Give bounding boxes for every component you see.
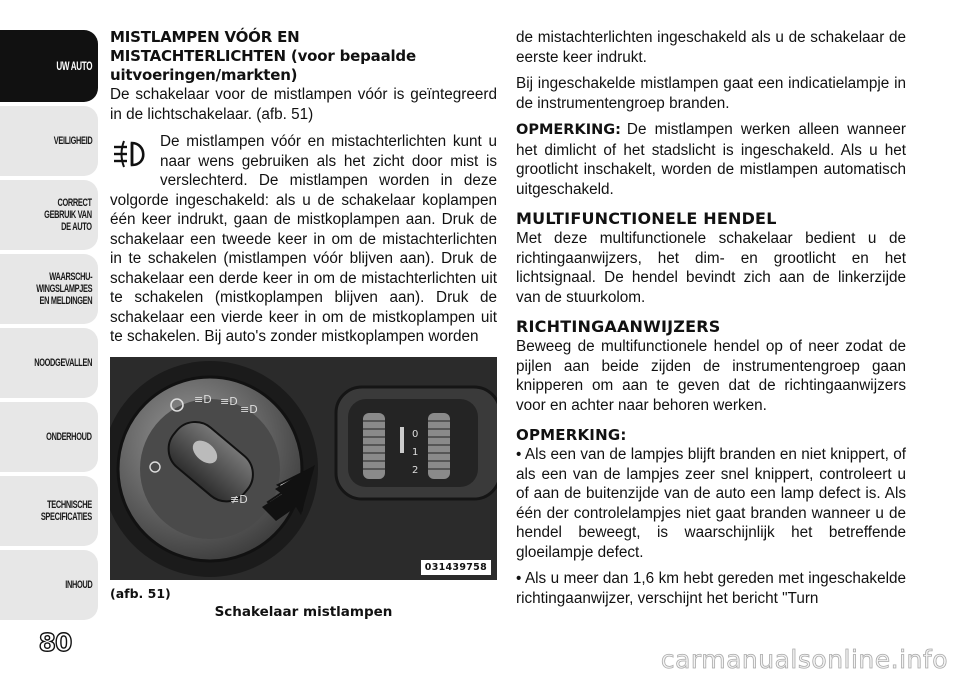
- note-heading: OPMERKING:: [516, 426, 627, 444]
- note-label: OPMERKING:: [516, 122, 621, 138]
- figure-code: 031439758: [421, 560, 491, 575]
- paragraph: Met deze multifunctionele schakelaar bedient u de richtingaanwijzers, het dim- en grootlicht en het lichtsignaal. De hendel bevindt zich aan de linkerzijde van de stuurkolom.: [516, 230, 906, 306]
- tab-noodgevallen[interactable]: NOODGEVALLEN: [0, 328, 98, 398]
- dial-symbol: 0: [412, 429, 419, 440]
- fog-paragraph-block: [110, 132, 497, 347]
- tab-waarschuwingslampjes[interactable]: WAARSCHU- WINGSLAMPJES EN MELDINGEN: [0, 254, 98, 324]
- bullet-item: • Als een van de lampjes blijft branden en niet knippert, of als een van de lampjes zeer snel knippert, controleert u of aan de buitenzijde van de auto een lamp defect is. Als één der controlelampjes niet gaat branden wanneer u de hendel beweegt, is waarschijnlijk het betreffende gloeilampje defect.: [516, 446, 906, 561]
- svg-text:≢D: ≢D: [230, 493, 248, 506]
- chapter-sidebar: [0, 0, 100, 678]
- tab-uw-auto[interactable]: UW AUTO: [0, 30, 98, 102]
- tab-veiligheid[interactable]: VEILIGHEID: [0, 106, 98, 176]
- svg-text:≡D: ≡D: [220, 395, 238, 408]
- page-number: 80: [38, 628, 72, 657]
- paragraph: de mistachterlichten ingeschakeld als u de schakelaar de eerste keer indrukt.: [516, 29, 906, 66]
- watermark: carmanualsonline.info: [660, 645, 948, 674]
- tab-inhoud[interactable]: INHOUD: [0, 550, 98, 620]
- svg-text:≡D: ≡D: [240, 403, 258, 416]
- svg-text:≡D: ≡D: [194, 393, 212, 406]
- paragraph: De mistlampen vóór en mistachterlichten kunt u naar wens gebruiken als het zicht door mist is verslechterd. De mistlampen worden in deze volgorde ingeschakeld: als u de schakelaar koplampen één keer indrukt, gaan de mistkoplampen aan. Druk de schakelaar een tweede keer in om de mistachterlichten in te schakelen (mistlampen vóór blijven aan). Druk de schakelaar een derde keer in om de mistachterlichten uit te schakelen (mistkoplampen blijven aan). Druk de schakelaar een vierde keer in om de mistkoplampen uit te schakelen. Bij auto's zonder mistkoplampen worden: [110, 133, 497, 345]
- figure-fog-light-switch: [110, 357, 497, 580]
- switch-illustration: [110, 357, 497, 580]
- section-heading-multifunctionele-hendel: MULTIFUNCTIONELE HENDEL: [516, 209, 777, 228]
- note-paragraph: OPMERKING: De mistlampen werken alleen wanneer het dimlicht of het stadslicht is ingeschakeld. Als u het grootlicht inschakelt, worden de mistlampen automatisch uitgeschakeld.: [516, 121, 906, 198]
- tab-onderhoud[interactable]: ONDERHOUD: [0, 402, 98, 472]
- figure-caption: Schakelaar mistlampen: [214, 604, 393, 620]
- section-heading-mistlampen: MISTLAMPEN VÓÓR EN MISTACHTERLICHTEN (voor bepaalde uitvoeringen/markten): [110, 28, 416, 84]
- fog-light-icon: [106, 135, 154, 173]
- section-heading-richtingaanwijzers: RICHTINGAANWIJZERS: [516, 317, 721, 336]
- paragraph: Beweeg de multifunctionele hendel op of neer zodat de pijlen aan beide zijden de instrumentengroep gaan knipperen om aan te geven dat de richtingaanwijzers voor en achter naar behoren werken.: [516, 338, 906, 414]
- tab-correct-gebruik[interactable]: CORRECT GEBRUIK VAN DE AUTO: [0, 180, 98, 250]
- bullet-item: • Als u meer dan 1,6 km hebt gereden met ingeschakelde richtingaanwijzer, verschijnt het bericht "Turn: [516, 570, 906, 607]
- figure-label: (afb. 51): [110, 586, 171, 601]
- paragraph: De schakelaar voor de mistlampen vóór is geïntegreerd in de lichtschakelaar. (afb. 51): [110, 86, 497, 123]
- right-column: [516, 28, 906, 608]
- dial-symbol: 1: [412, 447, 419, 458]
- tab-technische-specificaties[interactable]: TECHNISCHE SPECIFICATIES: [0, 476, 98, 546]
- left-column: [110, 28, 497, 347]
- paragraph: Bij ingeschakelde mistlampen gaat een indicatielampje in de instrumentengroep branden.: [516, 75, 906, 112]
- dial-symbol: 2: [412, 465, 419, 476]
